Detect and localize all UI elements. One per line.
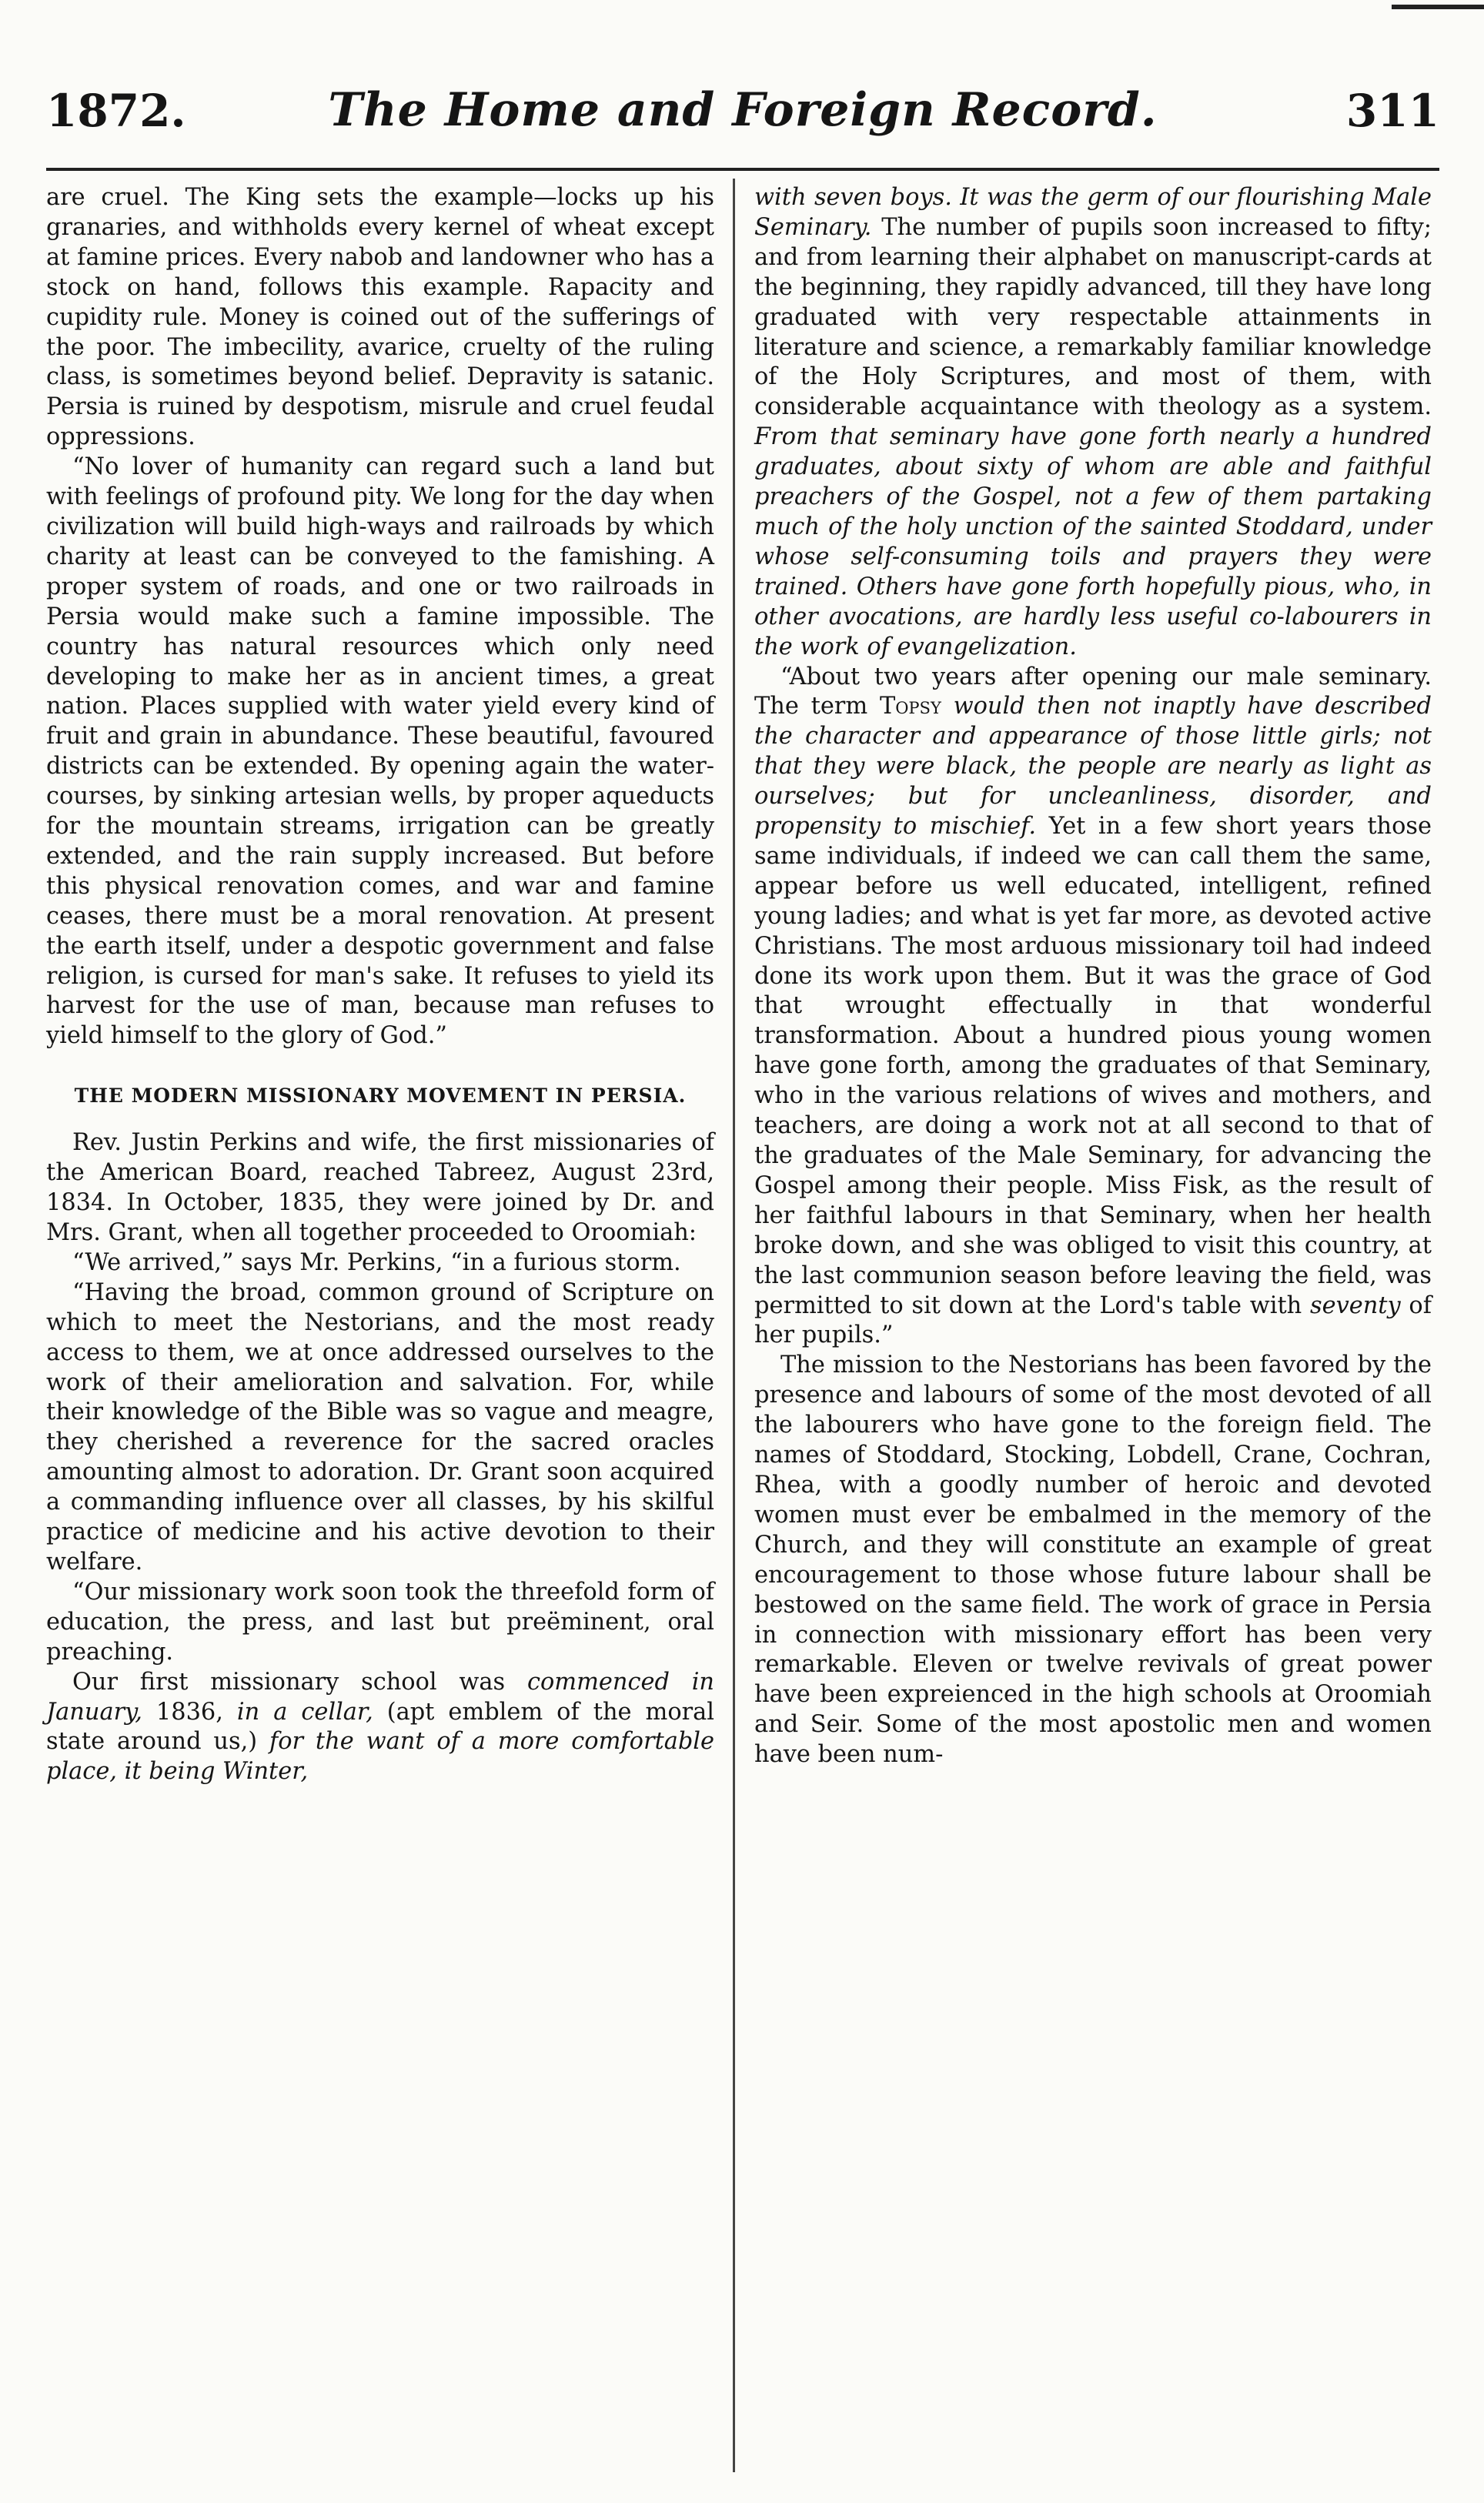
page-number: 311	[1345, 85, 1439, 137]
italic-run: with seven boys. It was the germ of our flourishing Male Seminary.	[754, 184, 1432, 241]
section-heading: THE MODERN MISSIONARY MOVEMENT IN PERSIA.	[74, 1084, 687, 1108]
small-caps-run: Topsy	[879, 693, 941, 720]
header-year: 1872.	[46, 85, 186, 137]
text-run: 1836,	[142, 1698, 237, 1726]
paragraph: The mission to the Nestorians has been favored by the presence and labours of some of the most devoted of all the labourers who have gone to the foreign field. The names of Stoddard, Stocking, Lobdell, Crane, Cochran, Rhea, with a goodly number of heroic and devoted women must ever be embalmed in the memory of the Church, and they will constitute an example of great encouragement to those whose future labour shall be bestowed on the same field. The work of grace in Persia in connection with missionary effort has been very remarkable. Eleven or twelve revivals of great power have been expreienced in the high schools at Oroomiah and Seir. Some of the most apostolic men and women have been num-	[754, 1352, 1432, 1769]
left-column	[46, 183, 714, 1787]
paragraph	[754, 663, 1432, 1352]
paragraph	[46, 1668, 714, 1788]
column-rule	[733, 179, 735, 2472]
italic-run: commenced in January,	[46, 1668, 714, 1726]
italic-run: for the want of a more comfortable place, it being Winter,	[46, 1728, 714, 1786]
paragraph: Rev. Justin Perkins and wife, the first missionaries of the American Board, reached Tabreez, August 23rd, 1834. In October, 1835, they were joined by Dr. and Mrs. Grant, when all together proceeded to Oroomiah:	[46, 1129, 714, 1246]
paragraph	[754, 183, 1432, 663]
top-edge-rule	[1392, 5, 1484, 9]
italic-run: would then not inaptly have described the character and appearance of those little girls; not that they were black, the people are nearly as light as ourselves; but for uncleanliness, disorder, and propensity to mischief.	[754, 693, 1432, 840]
paragraph: “We arrived,” says Mr. Perkins, “in a furious storm.	[72, 1248, 681, 1276]
text-run: Yet in a few short years those same individuals, if indeed we can call them the same, appear before us well educated, intelligent, refined young ladies; and what is yet far more, as devoted active Christians. The most arduous missionary toil had indeed done its work upon them. But it was the grace of God that wrought effectually in that wonderful transformation. About a hundred pious young women have gone forth, among the graduates of that Seminary, who in the various relations of wives and mothers, and teachers, are doing a work not at all second to that of the graduates of the Male Seminary, for advancing the Gospel among their people. Miss Fisk, as the result of her faithful labours in that Seminary, when her health broke down, and she was obliged to visit this country, at the last communion season before leaving the field, was permitted to sit down at the Lord's table with	[754, 813, 1432, 1319]
text-run: (apt emblem of the moral state around us,)	[46, 1698, 714, 1756]
running-header	[46, 77, 1439, 162]
header-rule	[46, 168, 1439, 171]
italic-run: in a cellar,	[236, 1698, 373, 1726]
paragraph: “No lover of humanity can regard such a land but with feelings of profound pity. We long for the day when civilization will build high-ways and railroads by which charity at least can be conveyed to the famishing. A proper system of roads, and one or two railroads in Persia would make such a famine impossible. The country has natural resources which only need developing to make her as in ancient times, a great nation. Places supplied with water yield every kind of fruit and grain in abundance. These beautiful, favoured districts can be extended. By opening again the water-courses, by sinking artesian wells, by proper aqueducts for the mountain streams, irrigation can be greatly extended, and the rain supply increased. But before this physical renovation comes, and war and famine ceases, there must be a moral renovation. At present the earth itself, under a despotic government and false religion, is cursed for man's sake. It refuses to yield its harvest for the use of man, because man refuses to yield himself to the glory of God.”	[46, 453, 714, 1050]
paragraph: are cruel. The King sets the example—locks up his granaries, and withholds every kernel of wheat except at famine prices. Every nabob and landowner who has a stock on hand, follows this example. Rapacity and cupidity rule. Money is coined out of the sufferings of the poor. The imbecility, avarice, cruelty of the ruling class, is sometimes beyond belief. Depravity is satanic. Persia is ruined by despotism, misrule and cruel feudal oppressions.	[46, 184, 714, 451]
text-run: “About two years after opening our male seminary. The term	[754, 663, 1432, 720]
italic-run: seventy	[1309, 1292, 1401, 1319]
text-run: The number of pupils soon increased to fifty; and from learning their alphabet on manuscript-cards at the beginning, they rapidly advanced, till they have long graduated with very respectable attainments in literature and science, a remarkably familiar knowledge of the Holy Scriptures, and most of them, with considerable acquaintance with theology as a system.	[754, 213, 1432, 421]
journal-title: The Home and Foreign Record.	[328, 83, 1158, 137]
text-run: Our first missionary school was	[72, 1668, 527, 1696]
italic-run: From that seminary have gone forth nearly a hundred graduates, about sixty of whom are able and faithful preachers of the Gospel, not a few of them partaking much of the holy unction of the sainted Stoddard, under whose self-consuming toils and prayers they were trained. Others have gone forth hopefully pious, who, in other avocations, are hardly less useful co-labourers in the work of evangelization.	[754, 423, 1432, 660]
paragraph: “Our missionary work soon took the threefold form of education, the press, and last but preëminent, oral preaching.	[46, 1578, 714, 1666]
paragraph: “Having the broad, common ground of Scripture on which to meet the Nestorians, and the most ready access to them, we at once addressed ourselves to the work of their amelioration and salvation. For, while their knowledge of the Bible was so vague and meagre, they cherished a reverence for the sacred oracles amounting almost to adoration. Dr. Grant soon acquired a commanding influence over all classes, by his skilful practice of medicine and his active devotion to their welfare.	[46, 1278, 714, 1576]
right-column	[754, 183, 1432, 1770]
text-run: of her pupils.”	[754, 1292, 1432, 1349]
